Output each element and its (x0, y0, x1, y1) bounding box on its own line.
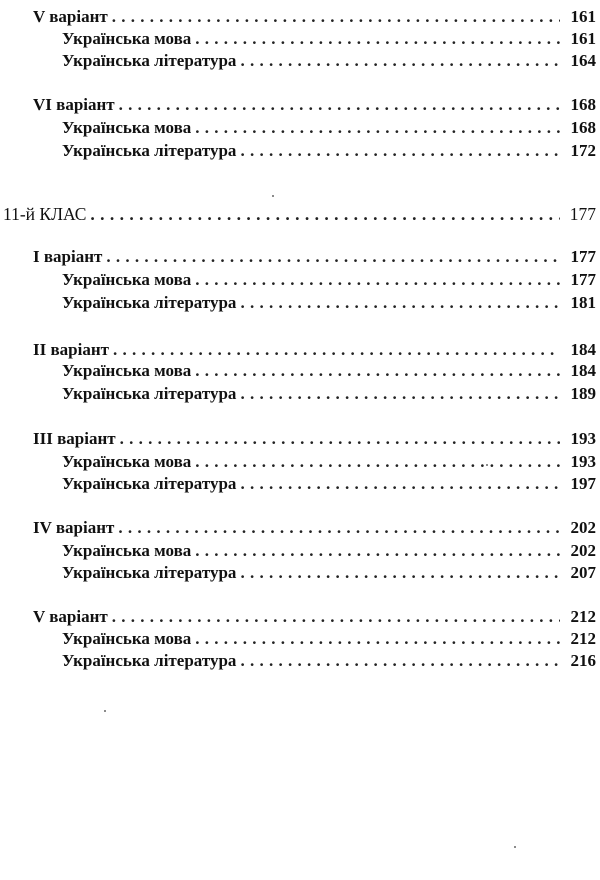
scan-speck (104, 710, 106, 712)
dot-leader (195, 117, 560, 139)
entry-label: Українська література (62, 651, 237, 670)
dot-leader (195, 540, 560, 562)
page-number: 164 (570, 51, 596, 70)
entry-label: Українська мова (62, 629, 192, 648)
dot-leader (112, 606, 560, 628)
page-number: 212 (570, 629, 596, 648)
page-number: 193 (570, 429, 596, 448)
entry-label: V варіант (33, 7, 108, 26)
scan-speck (514, 846, 516, 848)
toc-entry-variant[interactable] (33, 606, 596, 628)
toc-entry-subject[interactable] (62, 473, 596, 495)
entry-label: VI варіант (33, 95, 115, 114)
page-number: 197 (570, 474, 596, 493)
entry-label: Українська мова (62, 29, 192, 48)
toc-entry-subject[interactable] (62, 562, 596, 584)
entry-label: Українська мова (62, 118, 192, 137)
page-number: 177 (569, 204, 596, 224)
dot-leader (118, 517, 560, 539)
toc-entry-subject[interactable] (62, 50, 596, 72)
page-number: 184 (570, 340, 596, 359)
dot-leader (195, 360, 560, 382)
toc-entry-variant[interactable] (33, 246, 596, 268)
entry-label: V варіант (33, 607, 108, 626)
toc-entry-subject[interactable] (62, 628, 596, 650)
toc-entry-subject[interactable] (62, 28, 596, 50)
page-number: 168 (570, 118, 596, 137)
entry-label: Українська мова (62, 452, 192, 471)
toc-entry-subject[interactable] (62, 383, 596, 405)
dot-leader (113, 339, 560, 361)
toc-entry-subject[interactable] (62, 451, 596, 473)
dot-leader (195, 628, 560, 650)
toc-entry-subject[interactable] (62, 360, 596, 382)
dot-leader (240, 292, 560, 314)
toc-entry-variant[interactable] (33, 339, 596, 361)
scan-speck (272, 195, 274, 197)
toc-entry-subject[interactable] (62, 269, 596, 291)
page-number: 202 (570, 518, 596, 537)
entry-label: II варіант (33, 340, 109, 359)
entry-label: 11-й КЛАС (3, 204, 87, 224)
toc-entry-subject[interactable] (62, 650, 596, 672)
page-number: 181 (570, 293, 596, 312)
page-number: 161 (570, 29, 596, 48)
toc-entry-variant[interactable] (33, 94, 596, 116)
toc-entry-subject[interactable] (62, 117, 596, 139)
toc-entry-grade[interactable] (3, 203, 596, 225)
dot-leader (240, 383, 560, 405)
dot-leader (240, 50, 560, 72)
entry-label: Українська література (62, 293, 237, 312)
page-number: 193 (570, 452, 596, 471)
entry-label: Українська література (62, 384, 237, 403)
toc-entry-subject[interactable] (62, 292, 596, 314)
page-number: 172 (570, 141, 596, 160)
dot-leader (90, 203, 560, 225)
entry-label: Українська література (62, 141, 237, 160)
scan-speck (486, 464, 488, 466)
page-number: 177 (570, 270, 596, 289)
dot-leader (240, 140, 560, 162)
dot-leader (195, 28, 560, 50)
toc-entry-variant[interactable] (33, 6, 596, 28)
page-number: 216 (570, 651, 596, 670)
toc-entry-subject[interactable] (62, 140, 596, 162)
entry-label: Українська мова (62, 270, 192, 289)
page-number: 168 (570, 95, 596, 114)
dot-leader (195, 269, 560, 291)
page-number: 177 (570, 247, 596, 266)
dot-leader (240, 473, 560, 495)
toc-entry-variant[interactable] (33, 428, 596, 450)
page-number: 184 (570, 361, 596, 380)
entry-label: Українська мова (62, 361, 192, 380)
page-number: 212 (570, 607, 596, 626)
page-number: 161 (570, 7, 596, 26)
dot-leader (119, 94, 560, 116)
toc-entry-variant[interactable] (33, 517, 596, 539)
entry-label: III варіант (33, 429, 116, 448)
entry-label: Українська мова (62, 541, 192, 560)
entry-label: IV варіант (33, 518, 115, 537)
page-number: 189 (570, 384, 596, 403)
dot-leader (195, 451, 560, 473)
toc-entry-subject[interactable] (62, 540, 596, 562)
entry-label: Українська література (62, 563, 237, 582)
page-number: 202 (570, 541, 596, 560)
entry-label: Українська література (62, 474, 237, 493)
entry-label: I варіант (33, 247, 103, 266)
dot-leader (240, 650, 560, 672)
dot-leader (240, 562, 560, 584)
page-number: 207 (570, 563, 596, 582)
dot-leader (112, 6, 560, 28)
entry-label: Українська література (62, 51, 237, 70)
dot-leader (106, 246, 560, 268)
dot-leader (120, 428, 560, 450)
